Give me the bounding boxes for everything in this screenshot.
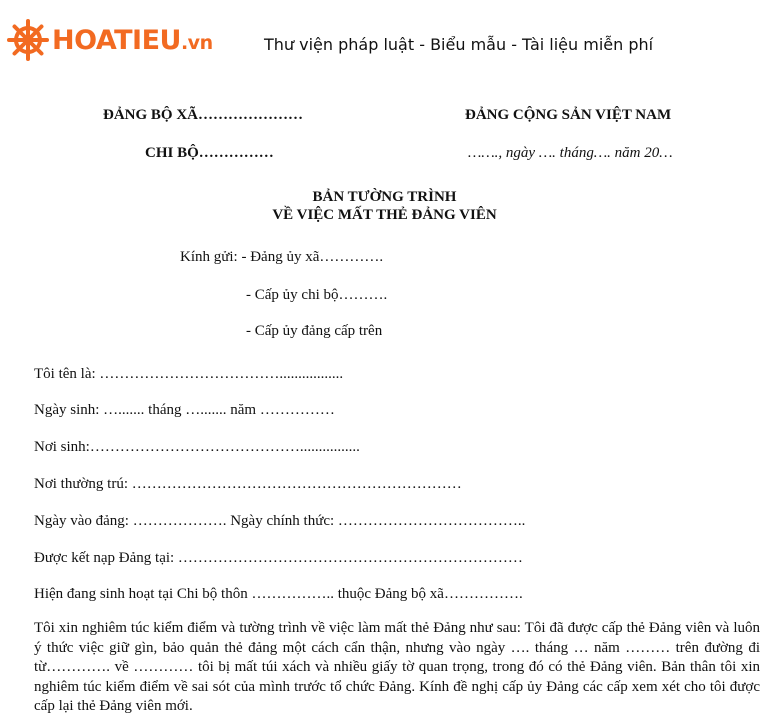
party-name-heading: ĐẢNG CỘNG SẢN VIỆT NAM <box>465 107 672 123</box>
field-place-of-birth: Nơi sinh:……………………………………................ <box>34 439 360 455</box>
field-date-of-birth: Ngày sinh: …....... tháng …....... năm …………… <box>34 402 335 418</box>
field-current-branch: Hiện đang sinh hoạt tại Chi bộ thôn …………….. thuộc Đảng bộ xã……………. <box>34 586 523 602</box>
site-header <box>0 0 769 84</box>
field-party-join-date: Ngày vào đảng: ………………. Ngày chính thức: ……………………………….. <box>34 513 526 529</box>
party-committee-heading: ĐẢNG BỘ XÃ………………… <box>103 107 304 123</box>
field-full-name: Tôi tên là: ………………………………................. <box>34 366 344 382</box>
field-admission-place: Được kết nạp Đảng tại: …………………………………………………………… <box>34 550 523 566</box>
logo-text: HOATIEU <box>52 24 181 56</box>
document-subtitle: VỀ VIỆC MẤT THẺ ĐẢNG VIÊN <box>272 207 497 223</box>
logo-wordmark <box>52 25 213 56</box>
logo-suffix: .vn <box>180 31 213 54</box>
branch-heading: CHI BỘ…………… <box>145 145 274 161</box>
ship-wheel-icon <box>6 18 50 62</box>
site-logo[interactable] <box>6 18 213 62</box>
statement-paragraph: Tôi xin nghiêm túc kiểm điểm và tường trình về việc làm mất thẻ Đảng như sau: Tôi đã được cấp thẻ Đảng viên và luôn ý thức việc giữ gìn, bảo quản thẻ đảng một cách cẩn thận, nhưng vào ngày …. tháng … năm ……… trên đường đi từ…………. về ………… tôi bị mất túi xách và nhiều giấy tờ quan trọng, trong đó có thẻ Đảng viên. Bản thân tôi xin nghiêm túc kiểm điểm về sai sót của mình trước tổ chức Đảng. Kính đề nghị cấp ủy Đảng các cấp xem xét cho tôi được cấp lại thẻ Đảng viên mới. <box>34 620 760 714</box>
recipient-line: Kính gửi: - Đảng ủy xã…………. <box>180 249 384 265</box>
document-title: BẢN TƯỜNG TRÌNH <box>312 189 457 205</box>
recipient-line: - Cấp ủy chi bộ………. <box>246 287 388 303</box>
date-line: ……., ngày …. tháng…. năm 20… <box>468 145 673 161</box>
site-tagline: Thư viện pháp luật - Biểu mẫu - Tài liệu miễn phí <box>264 35 654 54</box>
recipient-line: - Cấp ủy đảng cấp trên <box>246 323 383 339</box>
field-permanent-address: Nơi thường trú: ………………………………………………………… <box>34 476 462 492</box>
